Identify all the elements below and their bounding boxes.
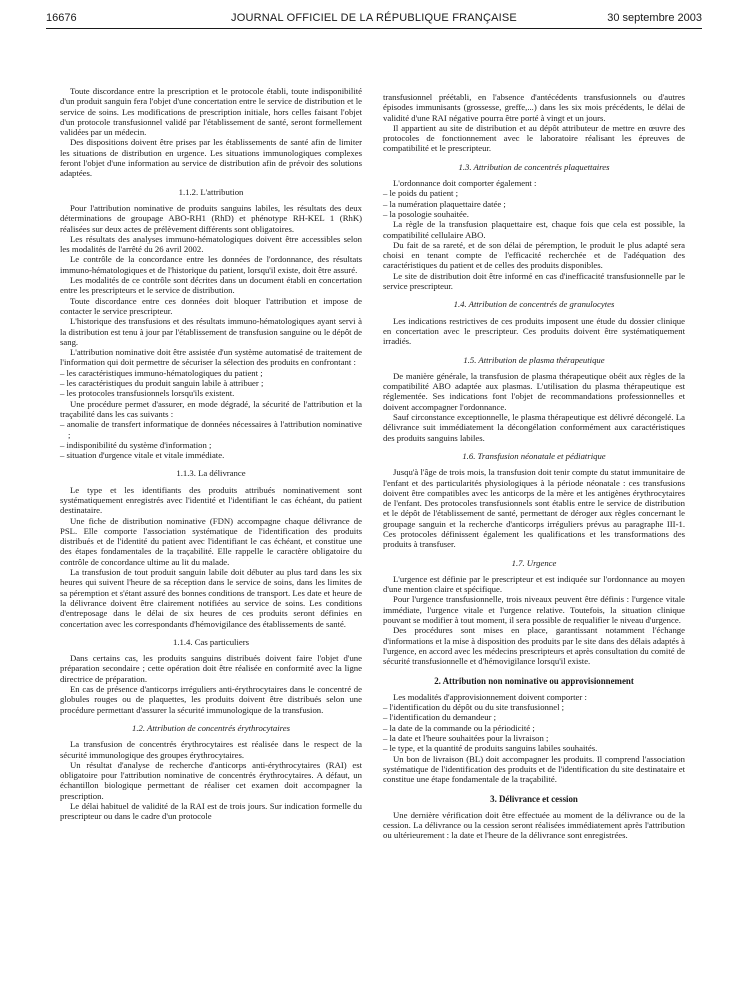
paragraph: Jusqu'à l'âge de trois mois, la transfusion doit tenir compte du statut immunitaire de l'enfant et des particularités physiologiques à la période néonatale : ces transfusions doivent être compatibles avec les anticorps de la mère et les antigènes érythrocytaires de l'enfant. Des protocoles transfusionnels sont établis entre le service de distribution et le dépôt de l'établissement de santé, permettant de déroger aux règles concernant le groupage sanguin et la recherche d'anticorps irréguliers prévus au paragraphe III-1. Ces protocoles définissent également les qualifications et les transformations des produits à transfuser. <box>383 467 685 550</box>
section-heading: 1.4. Attribution de concentrés de granulocytes <box>453 299 615 310</box>
paragraph: Une fiche de distribution nominative (FDN) accompagne chaque délivrance de PSL. Elle comporte l'association systématique de l'identification des produits distribués et de l'identité du patient avec l'identifiant le cas échéant, et constitue une des étapes fondamentales de la traçabilité. Elle rappelle le caractère obligatoire du contrôle de concordance ultime au lit du malade. <box>60 515 362 567</box>
paragraph: Il appartient au site de distribution et au dépôt attributeur de mettre en œuvre des protocoles de fonctionnement avec le laboratoire réalisant les épreuves de compatibilité et le prescripteur. <box>383 122 685 154</box>
paragraph: Pour l'attribution nominative de produits sanguins labiles, les résultats des deux déterminations de groupage ABO-RH1 (RhD) et phénotype RH-KEL 1 (RhK) réalisées sur deux actes de prélèvement différents sont obligatoires. <box>60 202 362 234</box>
section-heading: 1.1.4. Cas particuliers <box>173 636 249 647</box>
paragraph: Un résultat d'analyse de recherche d'anticorps anti-érythrocytaires (RAI) est obligatoire pour l'attribution nominative de concentrés érythrocytaires. A défaut, un échantillon biologique permettant de réaliser cet examen doit accompagner la prescription. <box>60 759 362 801</box>
paragraph: La transfusion de concentrés érythrocytaires est réalisée dans le respect de la sécurité immunologique des groupes érythrocytaires. <box>60 739 362 760</box>
list-item: – la date de la commande ou la périodicité ; <box>383 722 535 733</box>
paragraph: Le délai habituel de validité de la RAI est de trois jours. Sur indication formelle du prescripteur ou dans le cadre d'un protocole <box>60 801 362 822</box>
paragraph: Les résultats des analyses immuno-hématologiques doivent être accessibles selon les modalités de l'arrêté du 26 avril 2002. <box>60 233 362 255</box>
page-header <box>46 12 702 29</box>
paragraph: L'urgence est définie par le prescripteur et est indiquée sur l'ordonnance au moyen d'une mention claire et spécifique. <box>383 573 685 595</box>
list-item: – situation d'urgence vitale et vitale immédiate. <box>60 450 225 461</box>
list-item: – anomalie de transfert informatique de données nécessaires à l'attribution nominative ; <box>60 419 362 440</box>
paragraph: De manière générale, la transfusion de plasma thérapeutique obéit aux règles de la compatibilité ABO adaptée aux plasmas. L'utilisation du plasma thérapeutique est réglementée. Ses indications font l'objet de recommandations professionnelles et doivent accompagner l'ordonnance. <box>383 370 685 412</box>
paragraph: Le contrôle de la concordance entre les données de l'ordonnance, des résultats immuno-hématologiques et de l'historique du patient, lorsqu'il existe, doit être assuré. <box>60 254 362 275</box>
right-column <box>383 92 685 841</box>
paragraph: La règle de la transfusion plaquettaire est, chaque fois que cela est possible, la compatibilité cellulaire ABO. <box>383 219 685 240</box>
paragraph: Un bon de livraison (BL) doit accompagner les produits. Il comprend l'association systématique de l'identification des produits et de l'identification du site destinataire et constitue une étape fondamentale de la traçabilité. <box>383 753 685 785</box>
paragraph: L'ordonnance doit comporter également : <box>393 178 537 189</box>
list-item: – les protocoles transfusionnels lorsqu'ils existent. <box>60 388 235 399</box>
list-item: – les caractéristiques du produit sanguin labile à attribuer ; <box>60 378 264 389</box>
paragraph: Les modalités d'approvisionnement doivent comporter : <box>393 691 587 702</box>
section-heading: 1.1.3. La délivrance <box>176 468 246 479</box>
section-heading: 1.1.2. L'attribution <box>178 186 244 197</box>
paragraph: Les indications restrictives de ces produits imposent une étude du dossier clinique en concertation avec le prescripteur. Ces produits doivent être systématiquement irradiés. <box>383 315 685 347</box>
section-heading: 1.7. Urgence <box>511 557 557 568</box>
section-heading: 1.6. Transfusion néonatale et pédiatrique <box>462 450 606 461</box>
paragraph: Des dispositions doivent être prises par les établissements de santé afin de limiter les situations de distribution en urgence. Les situations immunologiques complexes feront l'objet d'une information au service de distribution afin de prévoir des solutions adaptées. <box>60 137 362 179</box>
list-item: – l'identification du dépôt ou du site transfusionnel ; <box>383 702 565 713</box>
publication-date: 30 septembre 2003 <box>607 12 702 24</box>
section-heading: 2. Attribution non nominative ou approvisionnement <box>434 675 634 686</box>
list-item: – la posologie souhaitée. <box>383 208 469 219</box>
paragraph: transfusionnel préétabli, en l'absence d'antécédents transfusionnels ou d'autres épisodes immunisants (grossesse, greffe,...) dans les six mois précédents, le délai de validité d'une RAI négative pourra être porté à vingt et un jours. <box>383 92 685 123</box>
paragraph: Une dernière vérification doit être effectuée au moment de la délivrance ou de la cession. La délivrance ou la cession seront réalisées immédiatement après l'attribution ou ultérieurement : la date et l'heure de la délivrance sont enregistrées. <box>383 809 685 841</box>
paragraph: L'attribution nominative doit être assistée d'un système automatisé de traitement de l'information qui doit permettre de sécuriser la sélection des produits en confrontant : <box>60 347 362 368</box>
paragraph: La transfusion de tout produit sanguin labile doit débuter au plus tard dans les six heures qui suivent l'heure de sa réception dans le service de soins, dans les limites de sa péremption et s'étant assuré des bonnes conditions de transport. Les date et heure de la délivrance doivent être clairement notifiées au service de soins. Les conditions d'entreposage dans le délai de six heures de ces produits seront définies en concertation avec les correspondants d'hémovigilance des établissements de santé. <box>60 567 362 629</box>
list-item: – indisponibilité du système d'information ; <box>60 439 212 450</box>
section-heading: 1.2. Attribution de concentrés érythrocytaires <box>132 722 290 733</box>
paragraph: Toute discordance entre ces données doit bloquer l'attribution et impose de contacter le service prescripteur. <box>60 295 362 316</box>
paragraph: Sauf circonstance exceptionnelle, le plasma thérapeutique est délivré décongelé. La délivrance suit immédiatement la décongélation conformément aux caractéristiques des produits sanguins labiles. <box>383 412 685 443</box>
paragraph: Du fait de sa rareté, et de son délai de péremption, le produit le plus adapté sera choisi en tenant compte de l'efficacité recherchée et de l'adéquation des caractéristiques du patient et de celles des produits disponibles. <box>383 239 685 271</box>
list-item: – la date et l'heure souhaitées pour la livraison ; <box>383 733 549 744</box>
paragraph: Le site de distribution doit être informé en cas d'inefficacité transfusionnelle par le service prescripteur. <box>383 270 685 292</box>
section-heading: 1.3. Attribution de concentrés plaquettaires <box>458 161 610 172</box>
paragraph: Des procédures sont mises en place, garantissant notamment l'échange d'informations et la mise à disposition des produits par le site dans des délais adaptés à l'urgence, en accord avec les médecins prescripteurs et après consultation du comité de sécurité transfusionnelle et d'hémovigilance lorsqu'il existe. <box>383 625 685 667</box>
section-heading: 1.5. Attribution de plasma thérapeutique <box>463 354 605 365</box>
paragraph: Le type et les identifiants des produits attribués nominativement sont systématiquement enregistrés avec l'identité et l'identifiant le cas échéant, du patient destinataire. <box>60 484 362 516</box>
list-item: – le poids du patient ; <box>383 188 459 199</box>
list-item: – l'identification du demandeur ; <box>383 712 497 723</box>
left-column <box>60 86 362 822</box>
section-heading: 3. Délivrance et cession <box>490 793 578 804</box>
journal-title: JOURNAL OFFICIEL DE LA RÉPUBLIQUE FRANÇAISE <box>231 12 517 24</box>
paragraph: Une procédure permet d'assurer, en mode dégradé, la sécurité de l'attribution et la traçabilité dans les cas suivants : <box>60 398 362 419</box>
paragraph: Toute discordance entre la prescription et le protocole établi, toute indisponibilité d'un produit sanguin fera l'objet d'une concertation entre le service de distribution et le service de soins. Les modifications de prescription initiale, hors celles faisant l'objet d'un protocole transfusionnel validé par l'établissement de santé, seront formellement validées par un médecin. <box>60 86 362 138</box>
list-item: – les caractéristiques immuno-hématologiques du patient ; <box>60 367 263 378</box>
paragraph: Dans certains cas, les produits sanguins distribués doivent faire l'objet d'une préparation secondaire ; cette opération doit être réalisée en conformité avec la ligne directrice de préparation. <box>60 653 362 684</box>
page-number: 16676 <box>46 12 77 24</box>
list-item: – le type, et la quantité de produits sanguins labiles souhaités. <box>383 743 598 754</box>
paragraph: Pour l'urgence transfusionnelle, trois niveaux peuvent être définis : l'urgence vitale immédiate, l'urgence vitale et l'urgence relative. Toutefois, la situation clinique pouvant se modifier à tout moment, il sera possible de requalifier le niveau d'urgence. <box>383 594 685 626</box>
paragraph: L'historique des transfusions et des résultats immuno-hématologiques ayant servi à la distribution est tenu à jour par l'établissement de transfusion sanguine ou le dépôt de sang. <box>60 316 362 347</box>
list-item: – la numération plaquettaire datée ; <box>383 198 506 209</box>
paragraph: Les modalités de ce contrôle sont décrites dans un document établi en concertation entre les prescripteurs et le service de distribution. <box>60 275 362 296</box>
paragraph: En cas de présence d'anticorps irréguliers anti-érythrocytaires dans le concentré de globules rouges ou de plaquettes, les produits doivent être distribués selon une procédure permettant d'assurer la sécurité immunologique de la transfusion. <box>60 684 362 715</box>
